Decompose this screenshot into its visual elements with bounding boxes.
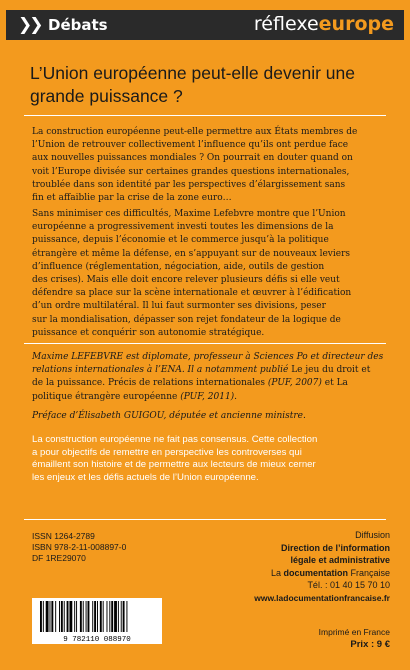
price: Prix : 9 €: [350, 639, 390, 650]
brand-logo: [254, 13, 394, 35]
intro-line: aux nouvelles puissances mondiales ? On pourrait en douter quand on: [32, 153, 353, 164]
issn: ISSN 1264-2789: [32, 531, 95, 541]
bio-book-title: Le jeu du droit et: [288, 365, 371, 376]
divider-bottom: [24, 519, 386, 520]
bio-text: relations internationales à l’ENA. Il a notamment publié: [32, 365, 289, 376]
bio-book-title: et La: [321, 378, 348, 389]
intro-paragraph: [32, 126, 384, 205]
preface-credit: Préface d’Élisabeth GUIGOU, députée et ancienne ministre.: [32, 411, 306, 421]
barcode-bar: [80, 601, 82, 632]
bio-book-title: de la puissance. Précis de relations internationales: [32, 378, 266, 389]
publisher-name: [190, 567, 390, 580]
barcode-bar: [43, 601, 44, 632]
intro-line: troublée dans son identité par les perspectives d’élargissement sans: [32, 179, 346, 190]
bio-book-title: politique étrangère européenne: [32, 391, 178, 402]
collection-banner: [6, 10, 404, 40]
barcode-bar: [121, 601, 122, 632]
body-line: Sans minimiser ces difficultés, Maxime Lefebvre montre que l’Union: [32, 209, 346, 219]
df-code: DF 1RE29070: [32, 553, 86, 563]
barcode-bar: [55, 601, 56, 632]
barcode-bars: [40, 601, 127, 632]
collection-label: Débats: [48, 16, 108, 34]
barcode-bar: [51, 601, 53, 632]
body-line: sur la mondialisation, dépasser son rejet fondateur de la logique de: [32, 314, 341, 325]
barcode-bar: [88, 601, 90, 632]
intro-line: fin et affaiblie par la crise de la zone euro…: [32, 193, 232, 204]
barcode-bar: [61, 601, 63, 632]
barcode-digits: 9 782110 088970: [63, 636, 131, 644]
publisher-name-doc: documentation: [283, 567, 348, 578]
barcode-bar: [74, 601, 75, 632]
publisher-org-line1: Direction de l’information: [280, 542, 390, 553]
isbn: ISBN 978-2-11-008897-0: [32, 542, 127, 552]
barcode-bar: [86, 601, 87, 632]
barcode-bar: [111, 601, 113, 632]
body-line: étrangère et même la défense, en s’appuyant sur de nouveaux leviers: [32, 248, 351, 259]
bio-line: Maxime LEFEBVRE est diplomate, professeur à Sciences Po et directeur des: [32, 352, 384, 362]
barcode-bar: [59, 601, 60, 632]
barcode-bar: [83, 601, 84, 632]
barcode-bar: [109, 601, 110, 632]
intro-line: La construction européenne peut-elle permettre aux États membres de: [32, 127, 358, 137]
collection-line: les enjeux et les défis actuels de l’Union européenne.: [32, 471, 259, 483]
body-line: puissance et conquérir son autonomie stratégique.: [32, 327, 265, 338]
body-paragraph: [32, 208, 384, 340]
body-line: puissance, depuis l’économie et le commerce jusqu’à la politique: [32, 235, 329, 246]
publisher-org-line2: légale et administrative: [290, 555, 390, 565]
divider-middle: [24, 343, 386, 344]
barcode-bar: [76, 601, 77, 632]
barcode-bar: [103, 601, 104, 632]
barcode-bar: [114, 601, 117, 632]
bio-text: (PUF, 2007): [265, 378, 322, 389]
identifiers: [32, 531, 126, 564]
brand-right: europe: [318, 13, 394, 35]
barcode-bar: [94, 601, 96, 632]
publisher-diffusion: [190, 529, 390, 604]
barcode-bar: [50, 601, 51, 632]
publisher-name-la: La: [270, 567, 284, 578]
barcode-bar: [69, 601, 72, 632]
publisher-url: www.ladocumentationfrancaise.fr: [254, 592, 390, 603]
body-line: défendre sa place sur la scène internationale et œuvrer à l’édification: [32, 288, 352, 299]
body-line: d’influence (réglementation, négociation, aide, outils de gestion: [32, 261, 325, 272]
divider-top: [24, 115, 386, 116]
publisher-name-fr: Française: [347, 567, 390, 578]
barcode-bar: [92, 601, 93, 632]
publisher-phone: Tél. : 01 40 15 70 10: [307, 580, 390, 590]
barcode-bar: [64, 601, 65, 632]
barcode-bar: [40, 601, 42, 632]
collection-description: [32, 434, 384, 484]
body-line: des crises). Mais elle doit encore relever plusieurs défis si elle veut: [32, 275, 340, 286]
collection-line: La construction européenne ne fait pas consensus. Cette collection: [32, 434, 318, 445]
barcode-bar: [126, 601, 127, 632]
double-chevron-icon: ❯❯: [18, 15, 41, 35]
intro-line: l’Union de retrouver collectivement l’influence qu’ils ont perdue face: [32, 140, 349, 151]
author-bio: [32, 351, 384, 404]
barcode-bar: [46, 601, 49, 632]
barcode-bar: [107, 601, 108, 632]
printed-in: Imprimé en France: [318, 627, 390, 637]
brand-left: réflexe: [253, 13, 319, 35]
barcode-bar: [118, 601, 119, 632]
book-title: L’Union européenne peut-elle devenir une grande puissance ?: [30, 63, 355, 106]
barcode: [32, 598, 162, 644]
barcode-bar: [123, 601, 125, 632]
intro-line: voit l’Europe divisée sur certaines grandes questions internationales,: [32, 166, 350, 177]
barcode-bar: [67, 601, 69, 632]
barcode-bar: [97, 601, 98, 632]
barcode-bar: [100, 601, 102, 632]
bio-text: (PUF, 2011).: [177, 391, 238, 402]
collection-line: a pour objectifs de remettre en perspective les controverses qui: [32, 446, 302, 458]
diffusion-label: Diffusion: [355, 530, 390, 540]
collection-line: émaillent son histoire et de permettre aux lecteurs de mieux cerner: [32, 459, 316, 471]
body-line: d’un ordre multilatéral. Il lui faut surmonter ses divisions, peser: [32, 301, 326, 312]
body-line: européenne a progressivement investi toutes les dimensions de la: [32, 222, 334, 233]
